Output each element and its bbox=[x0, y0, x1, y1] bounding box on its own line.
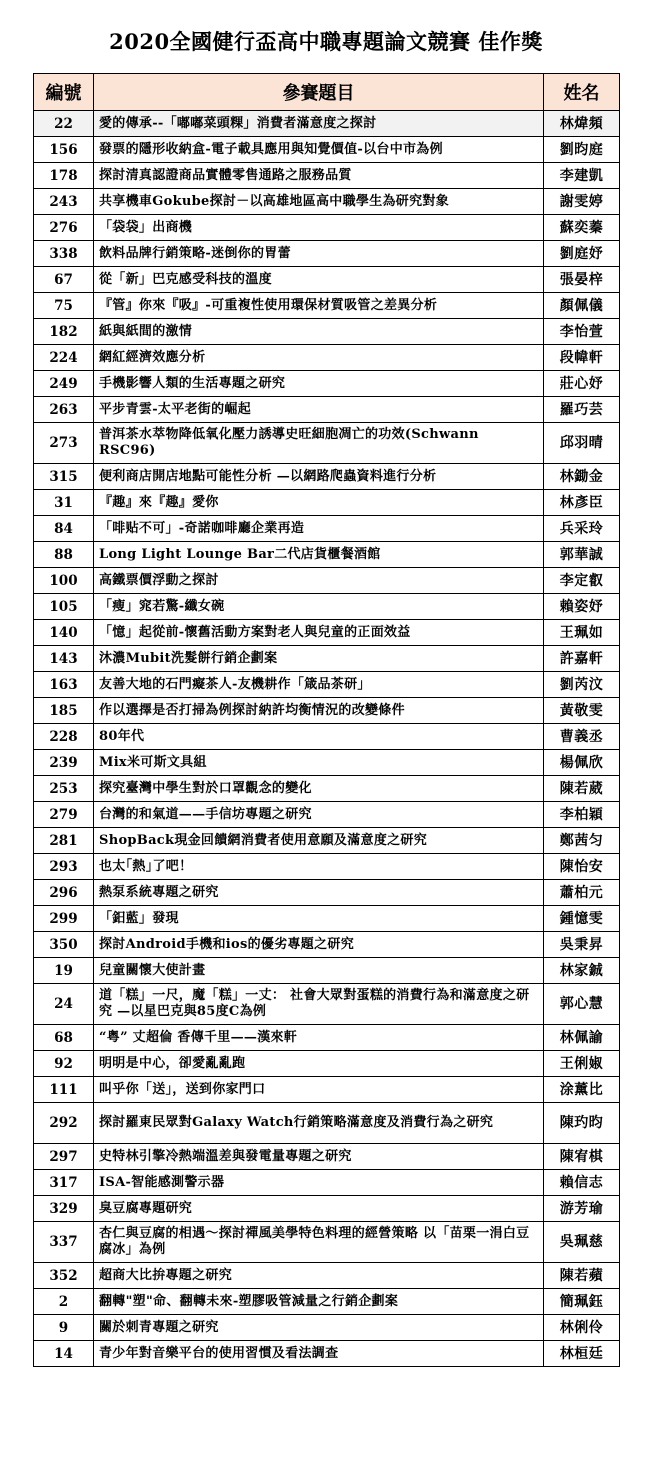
entry-name: 林鋤金 bbox=[544, 464, 620, 490]
entry-topic: 叫乎你「送」，送到你家門口 bbox=[94, 1077, 544, 1103]
entry-topic: 翻轉"塑"命、翻轉未來-塑膠吸管減量之行銷企劃案 bbox=[94, 1289, 544, 1315]
entry-name: 林煒頻 bbox=[544, 111, 620, 137]
entry-number: 243 bbox=[34, 189, 94, 215]
table-row bbox=[34, 932, 620, 958]
table-row bbox=[34, 1077, 620, 1103]
entry-number: 273 bbox=[34, 423, 94, 464]
table-row bbox=[34, 111, 620, 137]
award-table bbox=[33, 73, 620, 1367]
table-row bbox=[34, 1315, 620, 1341]
entry-name: 吳秉昇 bbox=[544, 932, 620, 958]
table-row bbox=[34, 1025, 620, 1051]
entry-topic: 普洱茶水萃物降低氧化壓力誘導史旺細胞凋亡的功效(Schwann RSC96) bbox=[94, 423, 544, 464]
entry-number: 185 bbox=[34, 698, 94, 724]
entry-name: 顏佩儀 bbox=[544, 293, 620, 319]
entry-number: 228 bbox=[34, 724, 94, 750]
entry-name: 楊佩欣 bbox=[544, 750, 620, 776]
entry-number: 75 bbox=[34, 293, 94, 319]
entry-number: 19 bbox=[34, 958, 94, 984]
entry-number: 100 bbox=[34, 568, 94, 594]
table-header-row bbox=[34, 74, 620, 111]
table-row bbox=[34, 672, 620, 698]
table-row bbox=[34, 215, 620, 241]
entry-number: 224 bbox=[34, 345, 94, 371]
table-row bbox=[34, 698, 620, 724]
entry-name: 許嘉軒 bbox=[544, 646, 620, 672]
table-row bbox=[34, 1051, 620, 1077]
entry-name: 涂薰比 bbox=[544, 1077, 620, 1103]
table-row bbox=[34, 620, 620, 646]
entry-topic: 愛的傳承--「嘟嘟菜頭粿」消費者滿意度之探討 bbox=[94, 111, 544, 137]
table-row bbox=[34, 1103, 620, 1144]
entry-number: 178 bbox=[34, 163, 94, 189]
entry-number: 352 bbox=[34, 1263, 94, 1289]
entry-topic: 兒童關懷大使計畫 bbox=[94, 958, 544, 984]
entry-name: 李定叡 bbox=[544, 568, 620, 594]
entry-name: 游芳瑜 bbox=[544, 1196, 620, 1222]
entry-name: 蘇奕蓁 bbox=[544, 215, 620, 241]
entry-name: 陳若蘋 bbox=[544, 1263, 620, 1289]
entry-name: 林佩諭 bbox=[544, 1025, 620, 1051]
entry-name: 蕭柏元 bbox=[544, 880, 620, 906]
entry-number: 22 bbox=[34, 111, 94, 137]
table-row bbox=[34, 906, 620, 932]
entry-topic: 探討羅東民眾對Galaxy Watch行銷策略滿意度及消費行為之研究 bbox=[94, 1103, 544, 1144]
entry-number: 143 bbox=[34, 646, 94, 672]
entry-topic: 台灣的和氣道——手信坊專題之研究 bbox=[94, 802, 544, 828]
entry-number: 84 bbox=[34, 516, 94, 542]
entry-name: 賴信志 bbox=[544, 1170, 620, 1196]
entry-topic: 明明是中心，卻愛亂亂跑 bbox=[94, 1051, 544, 1077]
entry-name: 劉昀庭 bbox=[544, 137, 620, 163]
entry-name: 邱羽晴 bbox=[544, 423, 620, 464]
entry-topic: 發票的隱形收納盒-電子載具應用與知覺價值-以台中市為例 bbox=[94, 137, 544, 163]
entry-name: 兵采玲 bbox=[544, 516, 620, 542]
table-row bbox=[34, 1170, 620, 1196]
entry-name: 黃敬雯 bbox=[544, 698, 620, 724]
entry-number: 2 bbox=[34, 1289, 94, 1315]
entry-number: 337 bbox=[34, 1222, 94, 1263]
entry-name: 劉庭妤 bbox=[544, 241, 620, 267]
entry-topic: 『趣』來『趣』愛你 bbox=[94, 490, 544, 516]
entry-topic: 史特林引擎冷熱端溫差與發電量專題之研究 bbox=[94, 1144, 544, 1170]
entry-topic: 便利商店開店地點可能性分析 —以網路爬蟲資料進行分析 bbox=[94, 464, 544, 490]
entry-number: 105 bbox=[34, 594, 94, 620]
entry-topic: 「啡贴不可」-奇諾咖啡廳企業再造 bbox=[94, 516, 544, 542]
table-row bbox=[34, 490, 620, 516]
table-row bbox=[34, 1263, 620, 1289]
table-row bbox=[34, 293, 620, 319]
entry-topic: 友善大地的石門癡茶人-友機耕作「箴品茶研」 bbox=[94, 672, 544, 698]
entry-number: 67 bbox=[34, 267, 94, 293]
entry-number: 239 bbox=[34, 750, 94, 776]
entry-name: 林俐伶 bbox=[544, 1315, 620, 1341]
entry-number: 329 bbox=[34, 1196, 94, 1222]
table-row bbox=[34, 802, 620, 828]
entry-name: 謝雯婷 bbox=[544, 189, 620, 215]
entry-name: 王俐婌 bbox=[544, 1051, 620, 1077]
entry-number: 140 bbox=[34, 620, 94, 646]
entry-topic: 臭豆腐專題研究 bbox=[94, 1196, 544, 1222]
table-row bbox=[34, 241, 620, 267]
entry-number: 293 bbox=[34, 854, 94, 880]
entry-name: 王珮如 bbox=[544, 620, 620, 646]
entry-name: 林家鋮 bbox=[544, 958, 620, 984]
entry-topic: 探討清真認證商品實體零售通路之服務品質 bbox=[94, 163, 544, 189]
entry-number: 14 bbox=[34, 1341, 94, 1367]
header-topic: 參賽題目 bbox=[94, 74, 544, 111]
entry-name: 郭華誠 bbox=[544, 542, 620, 568]
entry-number: 292 bbox=[34, 1103, 94, 1144]
entry-topic: 青少年對音樂平台的使用習慣及看法調查 bbox=[94, 1341, 544, 1367]
entry-topic: 沐濃Mubit洗髮餅行銷企劃案 bbox=[94, 646, 544, 672]
entry-number: 111 bbox=[34, 1077, 94, 1103]
entry-name: 段幃軒 bbox=[544, 345, 620, 371]
header-number: 編號 bbox=[34, 74, 94, 111]
table-row bbox=[34, 1196, 620, 1222]
header-name: 姓名 bbox=[544, 74, 620, 111]
entry-number: 156 bbox=[34, 137, 94, 163]
table-row bbox=[34, 724, 620, 750]
entry-topic: 探討Android手機和ios的優劣專題之研究 bbox=[94, 932, 544, 958]
table-row bbox=[34, 828, 620, 854]
entry-number: 31 bbox=[34, 490, 94, 516]
entry-topic: 也太｢熱｣了吧！ bbox=[94, 854, 544, 880]
entry-number: 338 bbox=[34, 241, 94, 267]
table-row bbox=[34, 880, 620, 906]
entry-number: 276 bbox=[34, 215, 94, 241]
entry-topic: “粤” 丈超倫 香傳千里——漢來軒 bbox=[94, 1025, 544, 1051]
entry-topic: 熱泵系統專題之研究 bbox=[94, 880, 544, 906]
entry-topic: ISA-智能感測警示器 bbox=[94, 1170, 544, 1196]
table-row bbox=[34, 542, 620, 568]
entry-name: 林桓廷 bbox=[544, 1341, 620, 1367]
table-row bbox=[34, 750, 620, 776]
entry-topic: 高鐵票價浮動之探討 bbox=[94, 568, 544, 594]
entry-number: 263 bbox=[34, 397, 94, 423]
entry-topic: Mix米可斯文具組 bbox=[94, 750, 544, 776]
entry-topic: 超商大比拚專題之研究 bbox=[94, 1263, 544, 1289]
entry-name: 羅巧芸 bbox=[544, 397, 620, 423]
entry-number: 24 bbox=[34, 984, 94, 1025]
entry-number: 317 bbox=[34, 1170, 94, 1196]
entry-name: 鄭茜匀 bbox=[544, 828, 620, 854]
entry-name: 李怡萱 bbox=[544, 319, 620, 345]
entry-number: 9 bbox=[34, 1315, 94, 1341]
entry-name: 陳宥棋 bbox=[544, 1144, 620, 1170]
table-row bbox=[34, 189, 620, 215]
entry-number: 249 bbox=[34, 371, 94, 397]
table-row bbox=[34, 1289, 620, 1315]
table-row bbox=[34, 1222, 620, 1263]
entry-number: 297 bbox=[34, 1144, 94, 1170]
table-body bbox=[34, 111, 620, 1367]
entry-topic: 共享機車Gokube探討－以高雄地區高中職學生為研究對象 bbox=[94, 189, 544, 215]
entry-topic: 飲料品牌行銷策略-迷倒你的胃蕾 bbox=[94, 241, 544, 267]
entry-topic: 網紅經濟效應分析 bbox=[94, 345, 544, 371]
entry-name: 鍾憶雯 bbox=[544, 906, 620, 932]
entry-number: 315 bbox=[34, 464, 94, 490]
entry-name: 劉芮汶 bbox=[544, 672, 620, 698]
entry-name: 林彥臣 bbox=[544, 490, 620, 516]
table-row bbox=[34, 854, 620, 880]
entry-topic: ShopBack現金回饋網消費者使用意願及滿意度之研究 bbox=[94, 828, 544, 854]
entry-name: 吳珮慈 bbox=[544, 1222, 620, 1263]
table-row bbox=[34, 958, 620, 984]
entry-name: 張晏梓 bbox=[544, 267, 620, 293]
table-row bbox=[34, 464, 620, 490]
entry-number: 88 bbox=[34, 542, 94, 568]
table-row bbox=[34, 594, 620, 620]
entry-name: 李建凱 bbox=[544, 163, 620, 189]
table-row bbox=[34, 423, 620, 464]
table-row bbox=[34, 776, 620, 802]
table-row bbox=[34, 568, 620, 594]
entry-number: 281 bbox=[34, 828, 94, 854]
entry-name: 曹義丞 bbox=[544, 724, 620, 750]
table-row bbox=[34, 163, 620, 189]
table-row bbox=[34, 345, 620, 371]
entry-topic: 手機影響人類的生活專題之研究 bbox=[94, 371, 544, 397]
entry-number: 279 bbox=[34, 802, 94, 828]
entry-number: 92 bbox=[34, 1051, 94, 1077]
entry-name: 陳若葳 bbox=[544, 776, 620, 802]
entry-topic: 「瘦」窕若驚-纖女碗 bbox=[94, 594, 544, 620]
entry-name: 賴姿妤 bbox=[544, 594, 620, 620]
table-row bbox=[34, 1144, 620, 1170]
table-row bbox=[34, 371, 620, 397]
entry-topic: 杏仁與豆腐的相遇～探討禪風美學特色料理的經營策略 以「苗栗一涓白豆腐冰」為例 bbox=[94, 1222, 544, 1263]
table-row bbox=[34, 646, 620, 672]
entry-topic: 「袋袋」出商機 bbox=[94, 215, 544, 241]
entry-topic: 從「新」巴克感受科技的溫度 bbox=[94, 267, 544, 293]
entry-number: 253 bbox=[34, 776, 94, 802]
table-row bbox=[34, 984, 620, 1025]
entry-name: 郭心慧 bbox=[544, 984, 620, 1025]
table-row bbox=[34, 319, 620, 345]
table-row bbox=[34, 137, 620, 163]
entry-name: 簡珮鈺 bbox=[544, 1289, 620, 1315]
entry-number: 296 bbox=[34, 880, 94, 906]
entry-topic: 80年代 bbox=[94, 724, 544, 750]
table-row bbox=[34, 267, 620, 293]
entry-name: 李柏穎 bbox=[544, 802, 620, 828]
table-row bbox=[34, 516, 620, 542]
entry-number: 163 bbox=[34, 672, 94, 698]
entry-topic: 道「糕」一尺，魔「糕」一丈： 社會大眾對蛋糕的消費行為和滿意度之研究 —以星巴克與85度C為例 bbox=[94, 984, 544, 1025]
entry-topic: Long Light Lounge Bar二代店貨櫃餐酒館 bbox=[94, 542, 544, 568]
entry-topic: 「鈤藍」發現 bbox=[94, 906, 544, 932]
table-row bbox=[34, 397, 620, 423]
entry-number: 182 bbox=[34, 319, 94, 345]
entry-topic: 紙與紙間的激情 bbox=[94, 319, 544, 345]
entry-number: 299 bbox=[34, 906, 94, 932]
entry-number: 68 bbox=[34, 1025, 94, 1051]
table-row bbox=[34, 1341, 620, 1367]
page-title: 2020全國健行盃高中職專題論文競賽 佳作獎 bbox=[109, 29, 543, 54]
entry-name: 陳玓昀 bbox=[544, 1103, 620, 1144]
entry-name: 陳怡安 bbox=[544, 854, 620, 880]
entry-number: 350 bbox=[34, 932, 94, 958]
entry-topic: 作以選擇是否打掃為例探討納許均衡情況的改變條件 bbox=[94, 698, 544, 724]
entry-topic: 『管』你來『吸』-可重複性使用環保材質吸管之差異分析 bbox=[94, 293, 544, 319]
entry-topic: 關於刺青專題之研究 bbox=[94, 1315, 544, 1341]
entry-name: 莊心妤 bbox=[544, 371, 620, 397]
entry-topic: 「憶」起從前-懷舊活動方案對老人與兒童的正面效益 bbox=[94, 620, 544, 646]
entry-topic: 探究臺灣中學生對於口罩觀念的變化 bbox=[94, 776, 544, 802]
entry-topic: 平步青雲-太平老街的崛起 bbox=[94, 397, 544, 423]
